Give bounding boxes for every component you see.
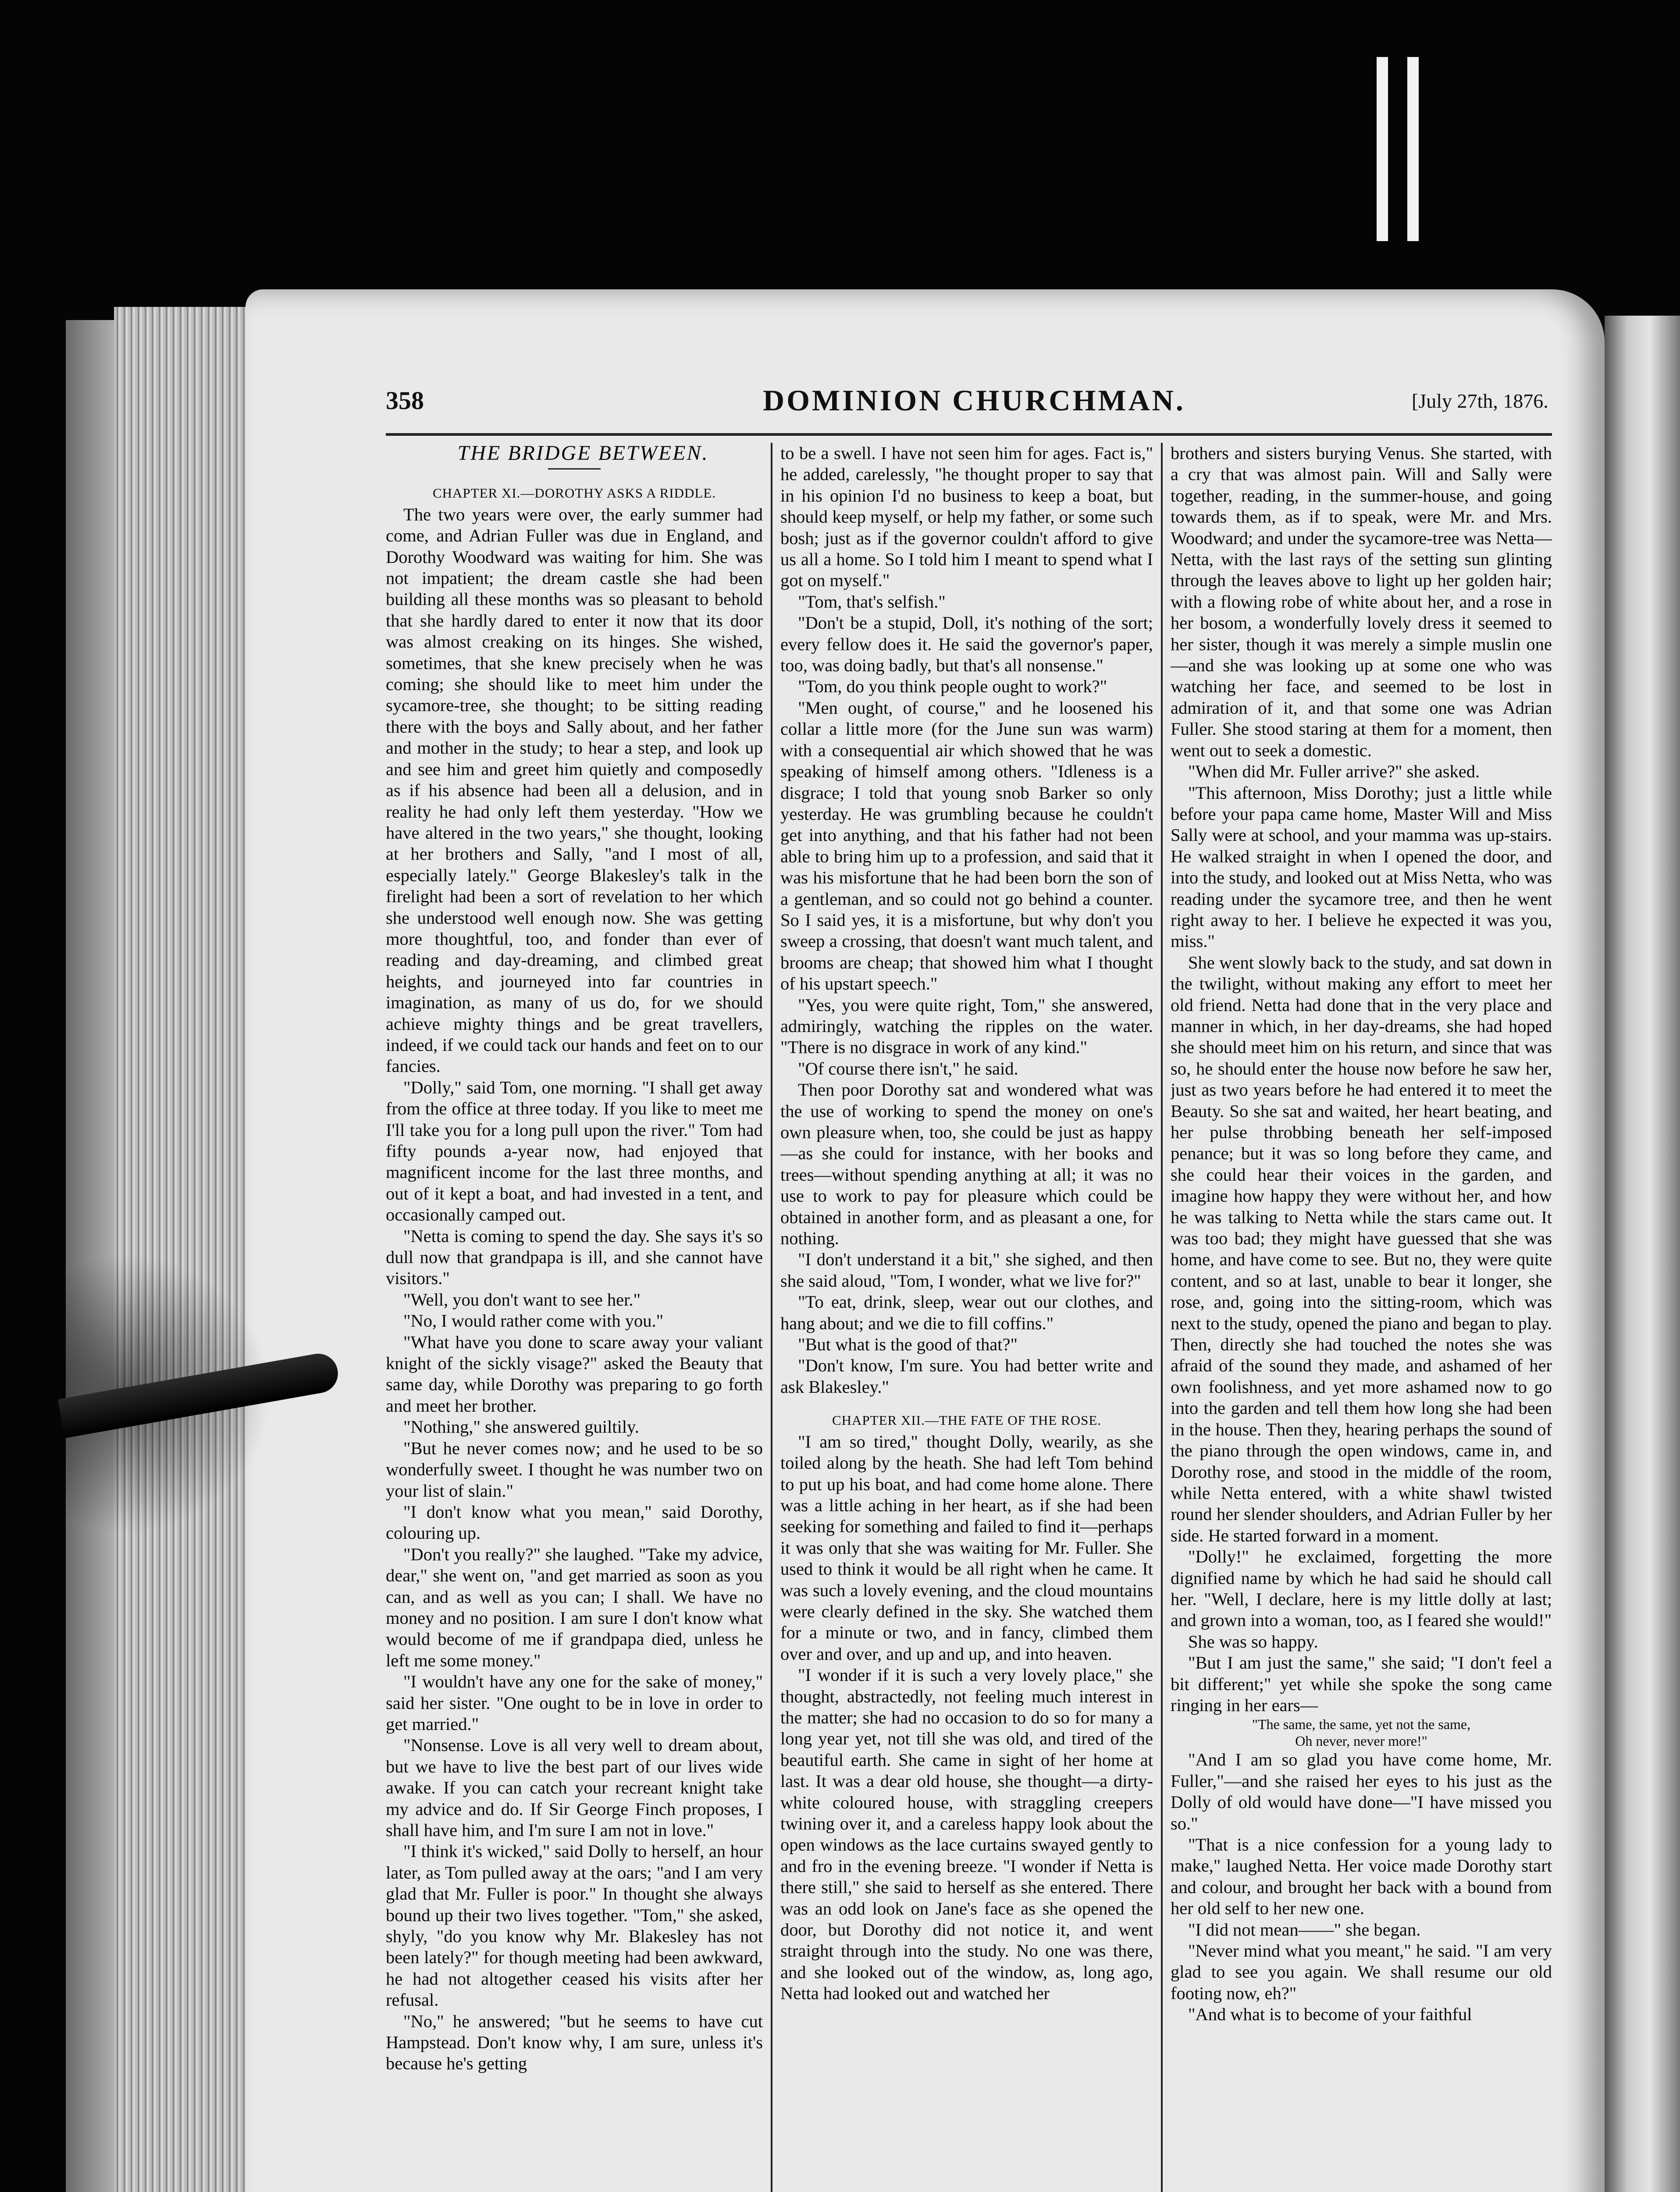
paragraph: "Don't be a stupid, Doll, it's nothing of the sort; every fellow does it. He said the governor's paper, too, was doing badly, but that's all nonsense." (780, 613, 1153, 676)
verse-quote (1171, 1716, 1552, 1749)
paragraph: "Nothing," she answered guiltily. (403, 1417, 639, 1437)
paragraph: "This afternoon, Miss Dorothy; just a little while before your papa came home, Master Will and Miss Sally were at school, and your mamma was up-stairs. He walked straight in when I opened the door, and into the study, and looked out at Miss Netta, who was reading under the sycamore tree, and then he went right away to her. I believe he expected it was you, miss." (1171, 783, 1552, 951)
paragraph: "I don't understand it a bit," she sighed, and then she said aloud, "Tom, I wonder, what we live for?" (780, 1249, 1153, 1291)
story-title: THE BRIDGE BETWEEN. (457, 443, 709, 465)
paragraph: She went slowly back to the study, and sat down in the twilight, without making any effort to meet her old friend. Netta had done that in the very place and manner in which, in her day-dreams, she had hoped she should meet him on his return, and since that was so, he should enter the house now before he saw her, just as two years before he had entered it to meet the Beauty. So she sat and waited, her heart beating, and her pulse throbbing beneath her self-imposed penance; but it was so long before they came, and she could hear their voices in the garden, and imagine how happy they were without her, and how he was talking to Netta while the stars came out. It was too bad; they might have guessed that she was home, and have come to see. But no, they were quite content, and so at last, unable to bear it longer, she rose, and, going into the sitting-room, which was next to the study, opened the piano and began to play. Then, directly she had touched the notes she was afraid of the sound they made, and ashamed of her own foolishness, and yet more ashamed now to go into the garden and tell them how long she had been in the house. Then they, hearing perhaps the sound of the piano through the open windows, came in, and Dorothy rose, and stood in the middle of the room, while Netta entered, with a white shawl twisted round her slender shoulders, and Adrian Fuller by her side. He started forward in a moment. (1171, 952, 1552, 1545)
paragraph: "Tom, do you think people ought to work?" (798, 676, 1107, 697)
column-1-body (386, 504, 763, 2075)
paragraph: "Men ought, of course," and he loosened his collar a little more (for the June sun was warm) with a consequential air which showed that he was speaking of himself among others. "Idleness is a disgrace; I told that young snob Barker so only yesterday. He was grumbling because he couldn't get into anything, and that his father had not been able to bring him up to a profession, and said that it was his misfortune that he had been born the son of a gentleman, and so could not go behind a counter. So I said yes, it is a misfortune, but why don't you sweep a crossing, that doesn't want much talent, and brooms are cheap; that showed him what I thought of his upstart speech." (780, 697, 1153, 994)
verse-line: Oh never, never more!" (1295, 1733, 1427, 1749)
paragraph: "But he never comes now; and he used to be so wonderfully sweet. I thought he was number two on your list of slain." (386, 1438, 763, 1501)
column-3-body-a (1171, 443, 1552, 1716)
column-divider (771, 443, 772, 2192)
paragraph: "When did Mr. Fuller arrive?" she asked. (1188, 762, 1480, 782)
paragraph: "And what is to become of your faithful (1188, 2004, 1472, 2025)
paragraph: "I don't know what you mean," said Dorothy, colouring up. (386, 1502, 763, 1543)
title-rule (548, 468, 601, 470)
paragraph: "Of course there isn't," he said. (798, 1058, 1018, 1078)
column-2-body-b (780, 1431, 1153, 2004)
column-divider (1161, 443, 1163, 2192)
paragraph: "What have you done to scare away your valiant knight of the sickly visage?" asked the Beauty that same day, while Dorothy was preparing to go forth and meet her brother. (386, 1332, 763, 1416)
paragraph: "But what is the good of that?" (798, 1334, 1018, 1355)
paragraph: "No," he answered; "but he seems to have cut Hampstead. Don't know why, I am sure, unless it's because he's getting (386, 2011, 763, 2074)
paragraph: brothers and sisters burying Venus. She started, with a cry that was almost pain. Will and Sally were together, reading, in the summer-house, and going towards them, as if to speak, were Mr. and Mrs. Woodward; and under the sycamore-tree was Netta—Netta, with the last rays of the setting sun glinting through the leaves above to light up her golden hair; with a flowing robe of white about her, and a rose in her bosom, a wonderfully lovely dress it seemed to her sister, though it was merely a simple muslin one—and she was looking up at some one who was watching her face, and seemed to be lost in admiration of it, and that some one was Adrian Fuller. She stood staring at them for a moment, then went out to seek a domestic. (1171, 443, 1552, 760)
paragraph: to be a swell. I have not seen him for ages. Fact is," he added, carelessly, "he thought proper to say that in his opinion I'd no business to keep a boat, but should keep myself, or help my father, or some such bosh; just as if the governor couldn't afford to give us all a home. So I told him I meant to spend what I got on myself." (780, 443, 1153, 591)
page-number: 358 (386, 386, 424, 415)
chapter-heading: CHAPTER XII.—THE FATE OF THE ROSE. (832, 1413, 1102, 1428)
paragraph: "That is a nice confession for a young lady to make," laughed Netta. Her voice made Dorothy start and colour, and brought her back with a bound from her old self to her new one. (1171, 1835, 1552, 1918)
paragraph: "Nonsense. Love is all very well to dream about, but we have to live the best part of our lives wide awake. If you can catch your recreant knight take my advice and do. If Sir George Finch proposes, I shall have him, and I'm sure I am not in love." (386, 1735, 763, 1840)
journal-title: DOMINION CHURCHMAN. (763, 384, 1185, 417)
paragraph: "Tom, that's selfish." (798, 591, 946, 612)
facing-page-edge (1605, 316, 1680, 2192)
column-2-body-a (780, 443, 1153, 1398)
paragraph: "Dolly," said Tom, one morning. "I shall get away from the office at three today. If you like to meet me I'll take you for a long pull upon the river." Tom had fifty pounds a-year now, had enjoyed that magnificent income for the last three months, and out of it kept a boat, and had invested in a tent, and occasionally camped out. (386, 1077, 763, 1225)
page-header (386, 386, 1552, 438)
paragraph: "But I am just the same," she said; "I don't feel a bit different;" yet while she spoke the song came ringing in her ears— (1171, 1653, 1552, 1715)
film-marker-top (1377, 57, 1429, 241)
paragraph: "Well, you don't want to see her." (403, 1289, 641, 1310)
paragraph: "Netta is coming to spend the day. She says it's so dull now that grandpapa is ill, and she cannot have visitors." (386, 1226, 763, 1288)
paragraph: "I think it's wicked," said Dolly to herself, an hour later, as Tom pulled away at the oars; "and I am very glad that Mr. Fuller is poor." In thought she always bound up their two lives together. "Tom," she asked, shyly, "do you know why Mr. Blakesley has not been lately?" for though meeting had been awkward, he had not altogether ceased his visits after her refusal. (386, 1841, 763, 2010)
paragraph: Then poor Dorothy sat and wondered what was the use of working to spend the money on one's own pleasure when, too, she could be just as happy—as she could for instance, with her books and trees—without spending anything at all; it was no use to work to pay for pleasure which could be obtained in another form, and as pleasant a one, for nothing. (780, 1080, 1153, 1249)
page-stack-edges (114, 307, 254, 2192)
paragraph: "Dolly!" he exclaimed, forgetting the more dignified name by which he had said he should call her. "Well, I declare, here is my little dolly at last; and grown into a woman, too, as I feared she would!" (1171, 1547, 1552, 1630)
column-3 (1171, 443, 1552, 2192)
verse-line: "The same, the same, yet not the same, (1252, 1716, 1471, 1733)
paragraph: "I wonder if it is such a very lovely place," she thought, abstractedly, not feeling much interest in the matter; she had no occasion to do so for many a long year yet, not till she was old, and tired of the beautiful earth. She came in sight of her home at last. It was a dear old house, she thought—a dirty-white coloured house, with straggling creepers twining over it, and a careless happy look about the open windows as the lace curtains swayed gently to and fro in the evening breeze. "I wonder if Netta is there still," she said to herself as she entered. There was an odd look on Jane's face as she opened the door, but Dorothy did not notice it, and went straight through into the study. No one was there, and she looked out of the window, as, long ago, Netta had looked out and watched her (780, 1665, 1153, 2003)
paragraph: "To eat, drink, sleep, wear out our clothes, and hang about; and we die to fill coffins." (780, 1292, 1153, 1333)
paragraph: "I wouldn't have any one for the sake of money," said her sister. "One ought to be in love in order to get married." (386, 1672, 763, 1734)
column-3-body-b (1171, 1749, 1552, 2025)
issue-date: [July 27th, 1876. (1412, 390, 1548, 412)
paragraph: The two years were over, the early summer had come, and Adrian Fuller was due in England, and Dorothy Woodward was waiting for him. She was not impatient; the dream castle she had been building all these months was so pleasant to behold that she hardly dared to enter it now that its door was almost creaking on its hinges. She wished, sometimes, that she knew precisely when he was coming; she should like to meet him under the sycamore-tree, she thought; to be sitting reading there with the boys and Sally about, and her father and mother in the study; to hear a step, and look up and see him and greet him quietly and composedly as if his absence had been all a delusion, and in reality he had only left them yesterday. "How we have altered in the two years," she thought, looking at her brothers and Sally, "and I most of all, especially lately." George Blakesley's talk in the firelight had been a sort of revelation to her which she understood well enough now. She was getting more thoughtful, too, and fonder than ever of reading and day-dreaming, and climbed great heights, and journeyed into far countries in imagination, as many of us do, for we should achieve mighty things and be great travellers, indeed, if we could tack our hands and feet on to our fancies. (386, 504, 763, 1076)
paragraph: She was so happy. (1188, 1631, 1318, 1651)
paragraph: "Never mind what you meant," he said. "I am very glad to see you again. We shall resume our old footing now, eh?" (1171, 1941, 1552, 2003)
chapter-heading: CHAPTER XI.—DOROTHY ASKS A RIDDLE. (432, 485, 716, 501)
header-rule (386, 433, 1552, 436)
paragraph: "I am so tired," thought Dolly, wearily, as she toiled along by the heath. She had left Tom behind to put up his boat, and had come home alone. There was a little aching in her heart, as if she had been seeking for something and failed to find it—perhaps it was only that she was waiting for Mr. Fuller. She used to think it would be all right when he came. It was such a lovely evening, and the cloud mountains were clearly defined in the sky. She watched them for a minute or two, and in fancy, climbed them over and over, and up and up, and into heaven. (780, 1431, 1153, 1664)
paragraph: "Yes, you were quite right, Tom," she answered, admiringly, watching the ripples on the water. "There is no disgrace in work of any kind." (780, 995, 1153, 1057)
paragraph: "Don't you really?" she laughed. "Take my advice, dear," she went on, "and get married as soon as you can, and as well as you can; I shall. We have no money and no position. I am sure I don't know what would become of me if grandpapa died, unless he left me some money." (386, 1544, 763, 1670)
paragraph: "And I am so glad you have come home, Mr. Fuller,"—and she raised her eyes to his just as the Dolly of old would have done—"I have missed you so." (1171, 1750, 1552, 1833)
paragraph: "I did not mean——" she began. (1188, 1919, 1421, 1939)
column-1 (386, 443, 763, 2192)
paragraph: "No, I would rather come with you." (403, 1311, 664, 1331)
paragraph: "Don't know, I'm sure. You had better write and ask Blakesley." (780, 1356, 1153, 1397)
column-2 (780, 443, 1153, 2192)
